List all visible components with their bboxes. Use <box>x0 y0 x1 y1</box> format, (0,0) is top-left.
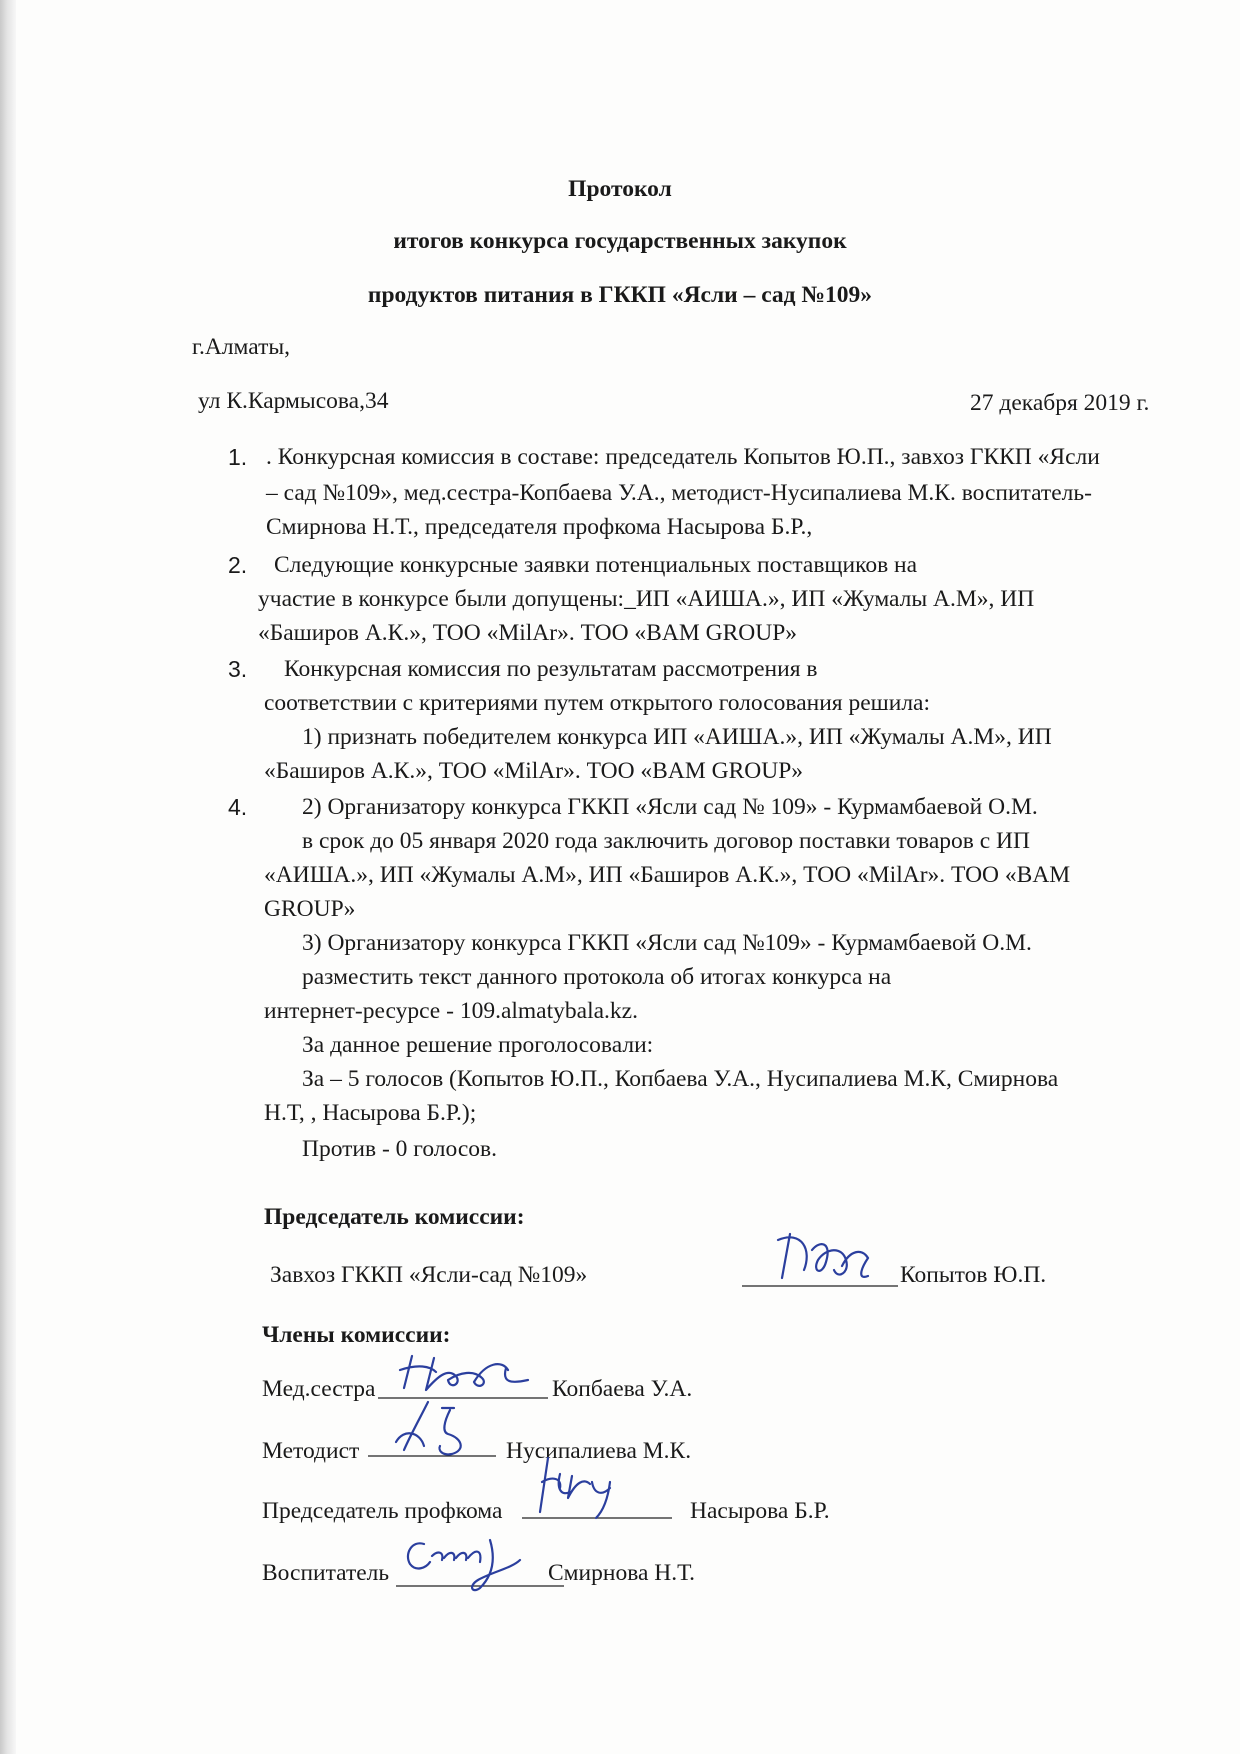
item-number: 4. <box>228 794 248 820</box>
item-line: Следующие конкурсные заявки потенциальных поставщиков на <box>274 552 918 578</box>
item-line: 3) Организатору конкурса ГККП «Ясли сад №109» - Курмамбаевой О.М. <box>302 930 1032 956</box>
city: г.Алматы, <box>192 334 291 360</box>
item-number: 3. <box>228 656 248 682</box>
item-line: Конкурсная комиссия по результатам рассмотрения в <box>284 656 818 682</box>
document-title: Протокол <box>568 176 672 202</box>
scan-shadow-edge <box>0 0 16 1754</box>
item-line: Против - 0 голосов. <box>302 1136 498 1162</box>
member-signature <box>522 1452 674 1524</box>
address: ул К.Кармысова,34 <box>198 388 389 414</box>
member-role: Воспитатель <box>262 1560 390 1586</box>
document-subtitle-2: продуктов питания в ГККП «Ясли – сад №109» <box>367 282 873 308</box>
member-role: Председатель профкома <box>262 1498 503 1524</box>
item-line: «Баширов А.К.», ТОО «MilAr». ТОО «BAM GROUP» <box>264 758 804 784</box>
chair-signature <box>742 1220 898 1292</box>
item-line: 1) признать победителем конкурса ИП «АИША.», ИП «Жумалы А.М», ИП <box>302 724 1052 750</box>
document-subtitle-1: итогов конкурса государственных закупок <box>393 228 847 254</box>
item-line: За данное решение проголосовали: <box>302 1032 654 1058</box>
document-date: 27 декабря 2019 г. <box>970 390 1150 416</box>
item-line: – сад №109», мед.сестра-Копбаева У.А., методист-Нусипалиева М.К. воспитатель- <box>266 480 1092 506</box>
member-role: Мед.сестра <box>262 1376 376 1402</box>
member-signature <box>396 1520 566 1596</box>
member-name: Нусипалиева М.К. <box>506 1438 692 1464</box>
member-role: Методист <box>262 1438 360 1464</box>
item-line: «Баширов А.К.», ТОО «MilAr». ТОО «BAM GROUP» <box>258 620 798 646</box>
chair-name: Копытов Ю.П. <box>900 1262 1047 1288</box>
members-heading: Члены комиссии: <box>262 1322 451 1348</box>
member-name: Копбаева У.А. <box>552 1376 693 1402</box>
item-line: разместить текст данного протокола об итогах конкурса на <box>302 964 892 990</box>
item-line: 2) Организатору конкурса ГККП «Ясли сад № 109» - Курмамбаевой О.М. <box>302 794 1038 820</box>
item-line: участие в конкурсе были допущены:_ИП «АИША.», ИП «Жумалы А.М», ИП <box>258 586 1035 612</box>
item-number: 1. <box>228 444 248 470</box>
item-line: За – 5 голосов (Копытов Ю.П., Копбаева У.А., Нусипалиева М.К, Смирнова <box>302 1066 1059 1092</box>
item-line: в срок до 05 января 2020 года заключить договор поставки товаров с ИП <box>302 828 1030 854</box>
item-line: соответствии с критериями путем открытого голосования решила: <box>264 690 931 716</box>
member-name: Смирнова Н.Т. <box>548 1560 696 1586</box>
item-line: «АИША.», ИП «Жумалы А.М», ИП «Баширов А.К.», ТОО «MilAr». ТОО «BAM <box>264 862 1071 888</box>
member-signature <box>368 1392 498 1462</box>
item-line: Смирнова Н.Т., председателя профкома Насырова Б.Р., <box>266 514 813 540</box>
member-name: Насырова Б.Р. <box>690 1498 830 1524</box>
item-number: 2. <box>228 552 248 578</box>
chair-heading: Председатель комиссии: <box>264 1204 525 1230</box>
item-line: Н.Т, , Насырова Б.Р.); <box>264 1100 477 1126</box>
item-line: GROUP» <box>264 896 356 922</box>
item-line: интернет-ресурсе - 109.almatybala.kz. <box>264 998 638 1024</box>
chair-role: Завхоз ГККП «Ясли-сад №109» <box>270 1262 588 1288</box>
item-line: . Конкурсная комиссия в составе: председатель Копытов Ю.П., завхоз ГККП «Ясли <box>266 444 1100 470</box>
